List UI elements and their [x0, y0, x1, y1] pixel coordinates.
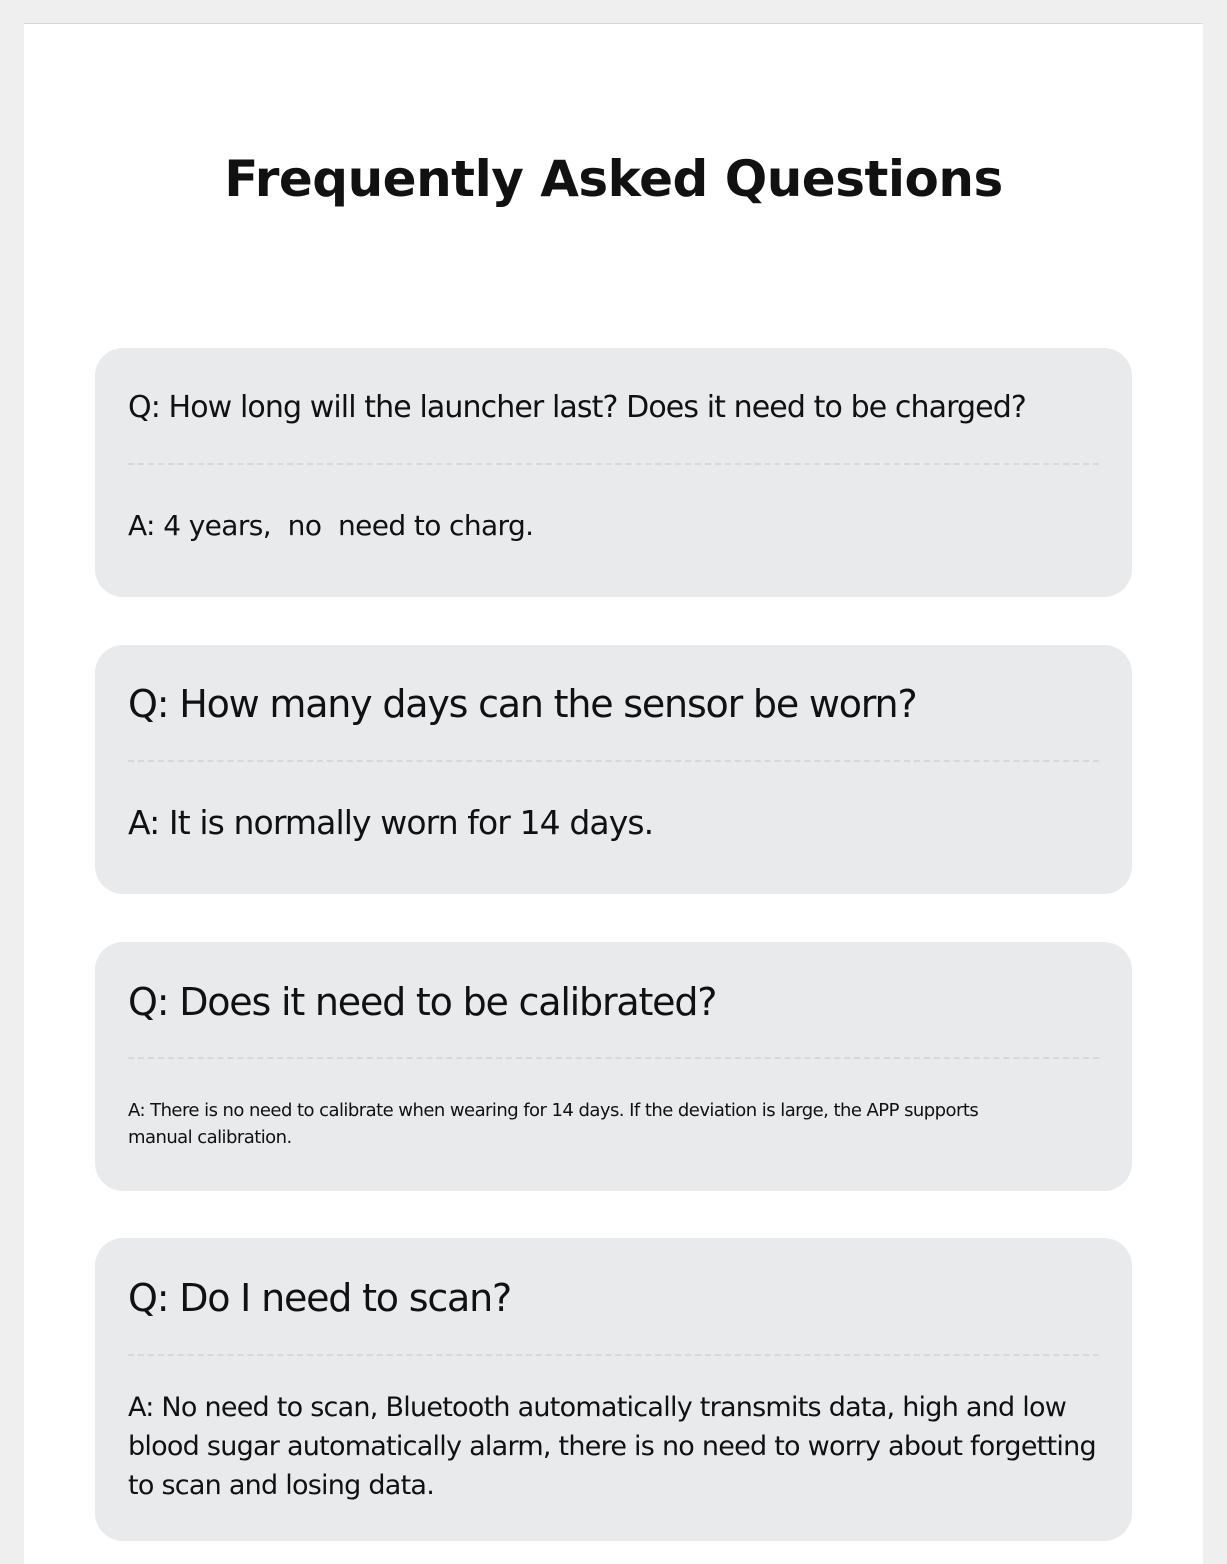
faq-question: Q: Does it need to be calibrated? — [128, 980, 717, 1024]
faq-answer: A: 4 years, no need to charg. — [128, 509, 534, 542]
faq-divider — [128, 1354, 1099, 1356]
faq-answer: A: No need to scan, Bluetooth automatically transmits data, high and low blood sugar automatically alarm, there is no need to worry about forgetting to scan and losing data. — [128, 1392, 1096, 1501]
faq-divider — [128, 760, 1099, 762]
faq-answer: A: There is no need to calibrate when wearing for 14 days. If the deviation is large, the APP supports manual calibration. — [128, 1100, 979, 1148]
faq-question: Q: How many days can the sensor be worn? — [128, 682, 917, 726]
page-title: Frequently Asked Questions — [224, 150, 1003, 208]
faq-question: Q: How long will the launcher last? Does it need to be charged? — [128, 390, 1026, 425]
faq-card-launcher — [95, 348, 1132, 597]
faq-question: Q: Do I need to scan? — [128, 1276, 511, 1320]
faq-card-sensor-wear — [95, 645, 1132, 894]
faq-card-calibration — [95, 942, 1132, 1191]
faq-divider — [128, 463, 1099, 465]
faq-page — [24, 23, 1203, 1564]
faq-divider — [128, 1057, 1099, 1059]
faq-card-scan — [95, 1238, 1132, 1541]
faq-answer: A: It is normally worn for 14 days. — [128, 803, 654, 842]
